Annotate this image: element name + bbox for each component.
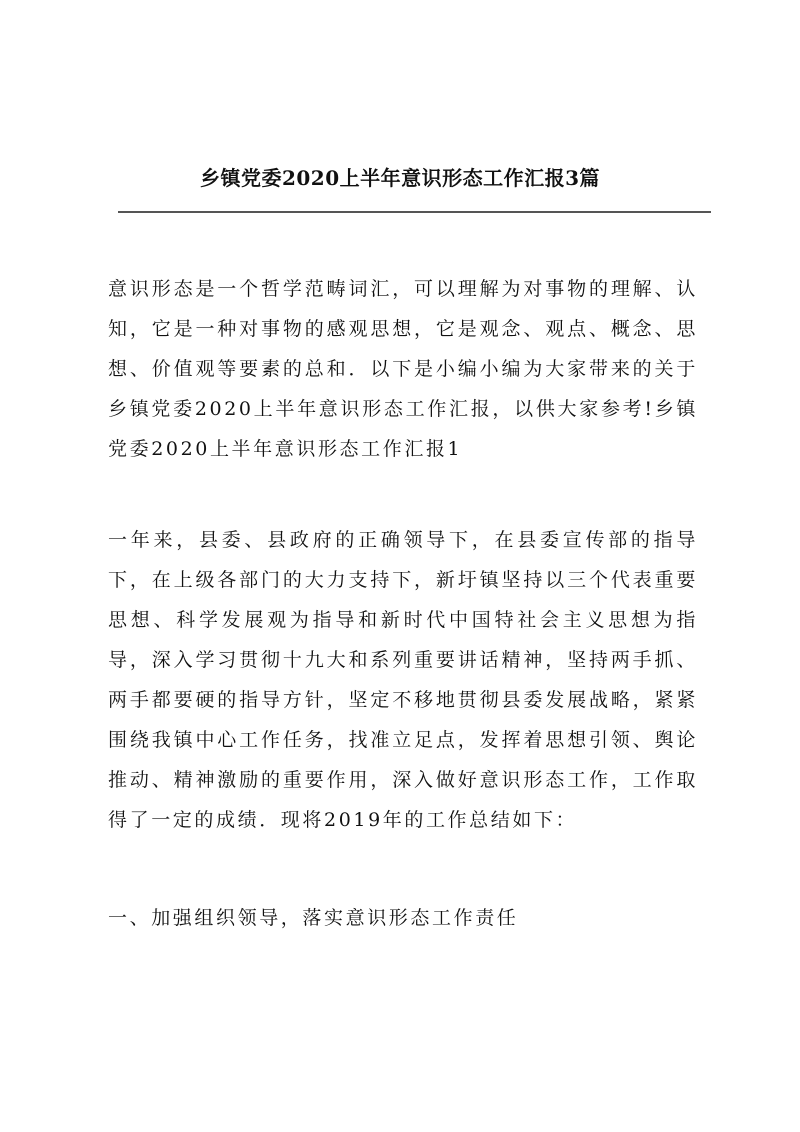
- section-heading: 一、加强组织领导，落实意识形态工作责任: [108, 907, 519, 929]
- intro-paragraph: 意识形态是一个哲学范畴词汇，可以理解为对事物的理解、认知，它是一种对事物的感观思想，它是观念、观点、概念、思想、价值观等要素的总和．以下是小编小编为大家带来的关于乡镇党委2020上半年意识形态工作汇报，以供大家参考!乡镇党委2020上半年意识形态工作汇报1: [108, 278, 698, 460]
- title-divider: [118, 211, 711, 213]
- body-paragraph: 一年来，县委、县政府的正确领导下，在县委宣传部的指导下，在上级各部门的大力支持下，新圩镇坚持以三个代表重要思想、科学发展观为指导和新时代中国特社会主义思想为指导，深入学习贯彻十九大和系列重要讲话精神，坚持两手抓、两手都要硬的指导方针，坚定不移地贯彻县委发展战略，紧紧围绕我镇中心工作任务，找准立足点，发挥着思想引领、舆论推动、精神激励的重要作用，深入做好意识形态工作，工作取得了一定的成绩．现将2019年的工作总结如下：: [108, 529, 698, 831]
- document-title: 乡镇党委2020上半年意识形态工作汇报3篇: [199, 166, 601, 190]
